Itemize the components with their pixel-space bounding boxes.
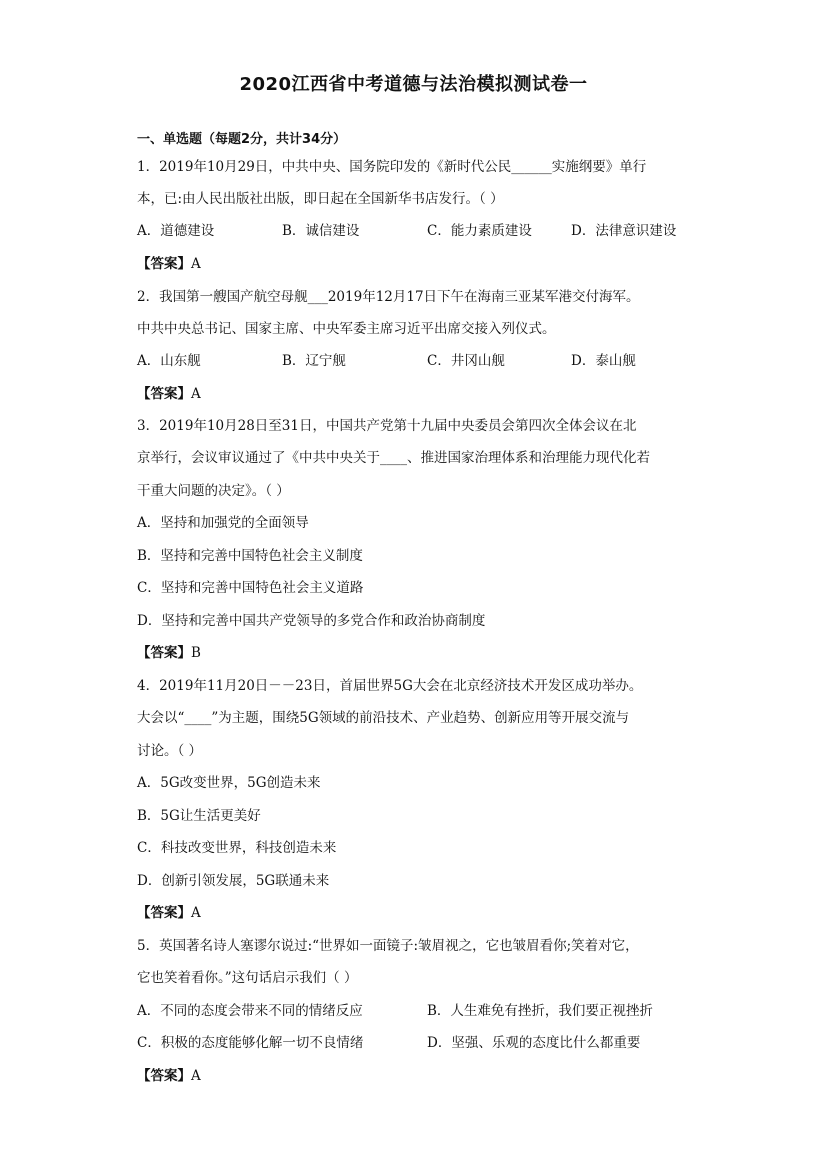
question-1-option-d: D．法律意识建设: [571, 223, 677, 239]
question-3-line-1: 3．2019年10月28日至31日，中国共产党第十九届中央委员会第四次全体会议在北: [137, 418, 637, 434]
question-3-option-c: C．坚持和完善中国特色社会主义道路: [137, 580, 364, 596]
question-2-answer: [137, 384, 697, 404]
question-2-option-b: B．辽宁舰: [282, 353, 346, 369]
question-4-answer: [137, 903, 697, 923]
section-heading: 一、单选题（每题2分，共计34分）: [137, 132, 347, 147]
answer-label: 【答案】: [137, 256, 191, 272]
answer-label: 【答案】: [137, 645, 191, 661]
question-1-option-a: A．道德建设: [137, 223, 215, 239]
question-1-line-2: 本，已:由人民出版社出版，即日起在全国新华书店发行。（ ）: [137, 191, 504, 207]
question-2-line-1: 2．我国第一艘国产航空母舰___2019年12月17日下午在海南三亚某军港交付海军。: [137, 289, 640, 305]
question-5-line-1: 5．英国著名诗人塞谬尔说过:“世界如一面镜子:皱眉视之，它也皱眉看你;笑着对它，: [137, 938, 639, 954]
question-4-line-1: 4．2019年11月20日－－23日，首届世界5G大会在北京经济技术开发区成功举办。: [137, 678, 643, 694]
question-2-option-c: C．井冈山舰: [427, 353, 505, 369]
question-5-option-b: B．人生难免有挫折，我们要正视挫折: [427, 1003, 653, 1019]
question-5-answer: [137, 1066, 697, 1086]
question-5-option-d: D．坚强、乐观的态度比什么都重要: [427, 1035, 641, 1051]
question-2-option-d: D．泰山舰: [571, 353, 636, 369]
question-4-option-a: A．5G改变世界，5G创造未来: [137, 775, 321, 791]
answer-value: A: [191, 1068, 201, 1084]
question-4-line-2: 大会以“____”为主题，围绕5G领域的前沿技术、产业趋势、创新应用等开展交流与: [137, 710, 630, 726]
page-title: 2020江西省中考道德与法治模拟测试卷一: [239, 74, 588, 95]
answer-value: B: [191, 645, 201, 661]
question-2-line-2: 中共中央总书记、国家主席、中央军委主席习近平出席交接入列仪式。: [137, 321, 556, 337]
question-2-option-a: A．山东舰: [137, 353, 201, 369]
question-1-option-b: B．诚信建设: [282, 223, 360, 239]
answer-value: A: [191, 905, 201, 921]
question-5-option-a: A．不同的态度会带来不同的情绪反应: [137, 1003, 363, 1019]
question-3-answer: [137, 643, 697, 663]
question-4-line-3: 讨论。（ ）: [137, 743, 203, 759]
question-5-line-2: 它也笑着看你。”这句话启示我们（ ）: [137, 970, 358, 986]
question-5-option-c: C．积极的态度能够化解一切不良情绪: [137, 1035, 364, 1051]
question-4-option-d: D．创新引领发展，5G联通未来: [137, 873, 330, 889]
answer-label: 【答案】: [137, 905, 191, 921]
question-3-option-b: B．坚持和完善中国特色社会主义制度: [137, 548, 363, 564]
question-1-answer: [137, 254, 697, 274]
answer-value: A: [191, 256, 201, 272]
question-3-option-a: A．坚持和加强党的全面领导: [137, 515, 309, 531]
question-3-line-3: 干重大问题的决定》。（ ）: [137, 483, 290, 499]
question-4-option-c: C．科技改变世界，科技创造未来: [137, 840, 337, 856]
answer-label: 【答案】: [137, 1068, 191, 1084]
question-1-option-c: C．能力素质建设: [427, 223, 532, 239]
question-3-option-d: D．坚持和完善中国共产党领导的多党合作和政治协商制度: [137, 613, 486, 629]
question-3-line-2: 京举行，会议审议通过了《中共中央关于____、推进国家治理体系和治理能力现代化若: [137, 450, 650, 466]
answer-value: A: [191, 386, 201, 402]
question-4-option-b: B．5G让生活更美好: [137, 808, 261, 824]
answer-label: 【答案】: [137, 386, 191, 402]
question-1-line-1: 1．2019年10月29日，中共中央、国务院印发的《新时代公民______实施纲要》单行: [137, 159, 647, 175]
